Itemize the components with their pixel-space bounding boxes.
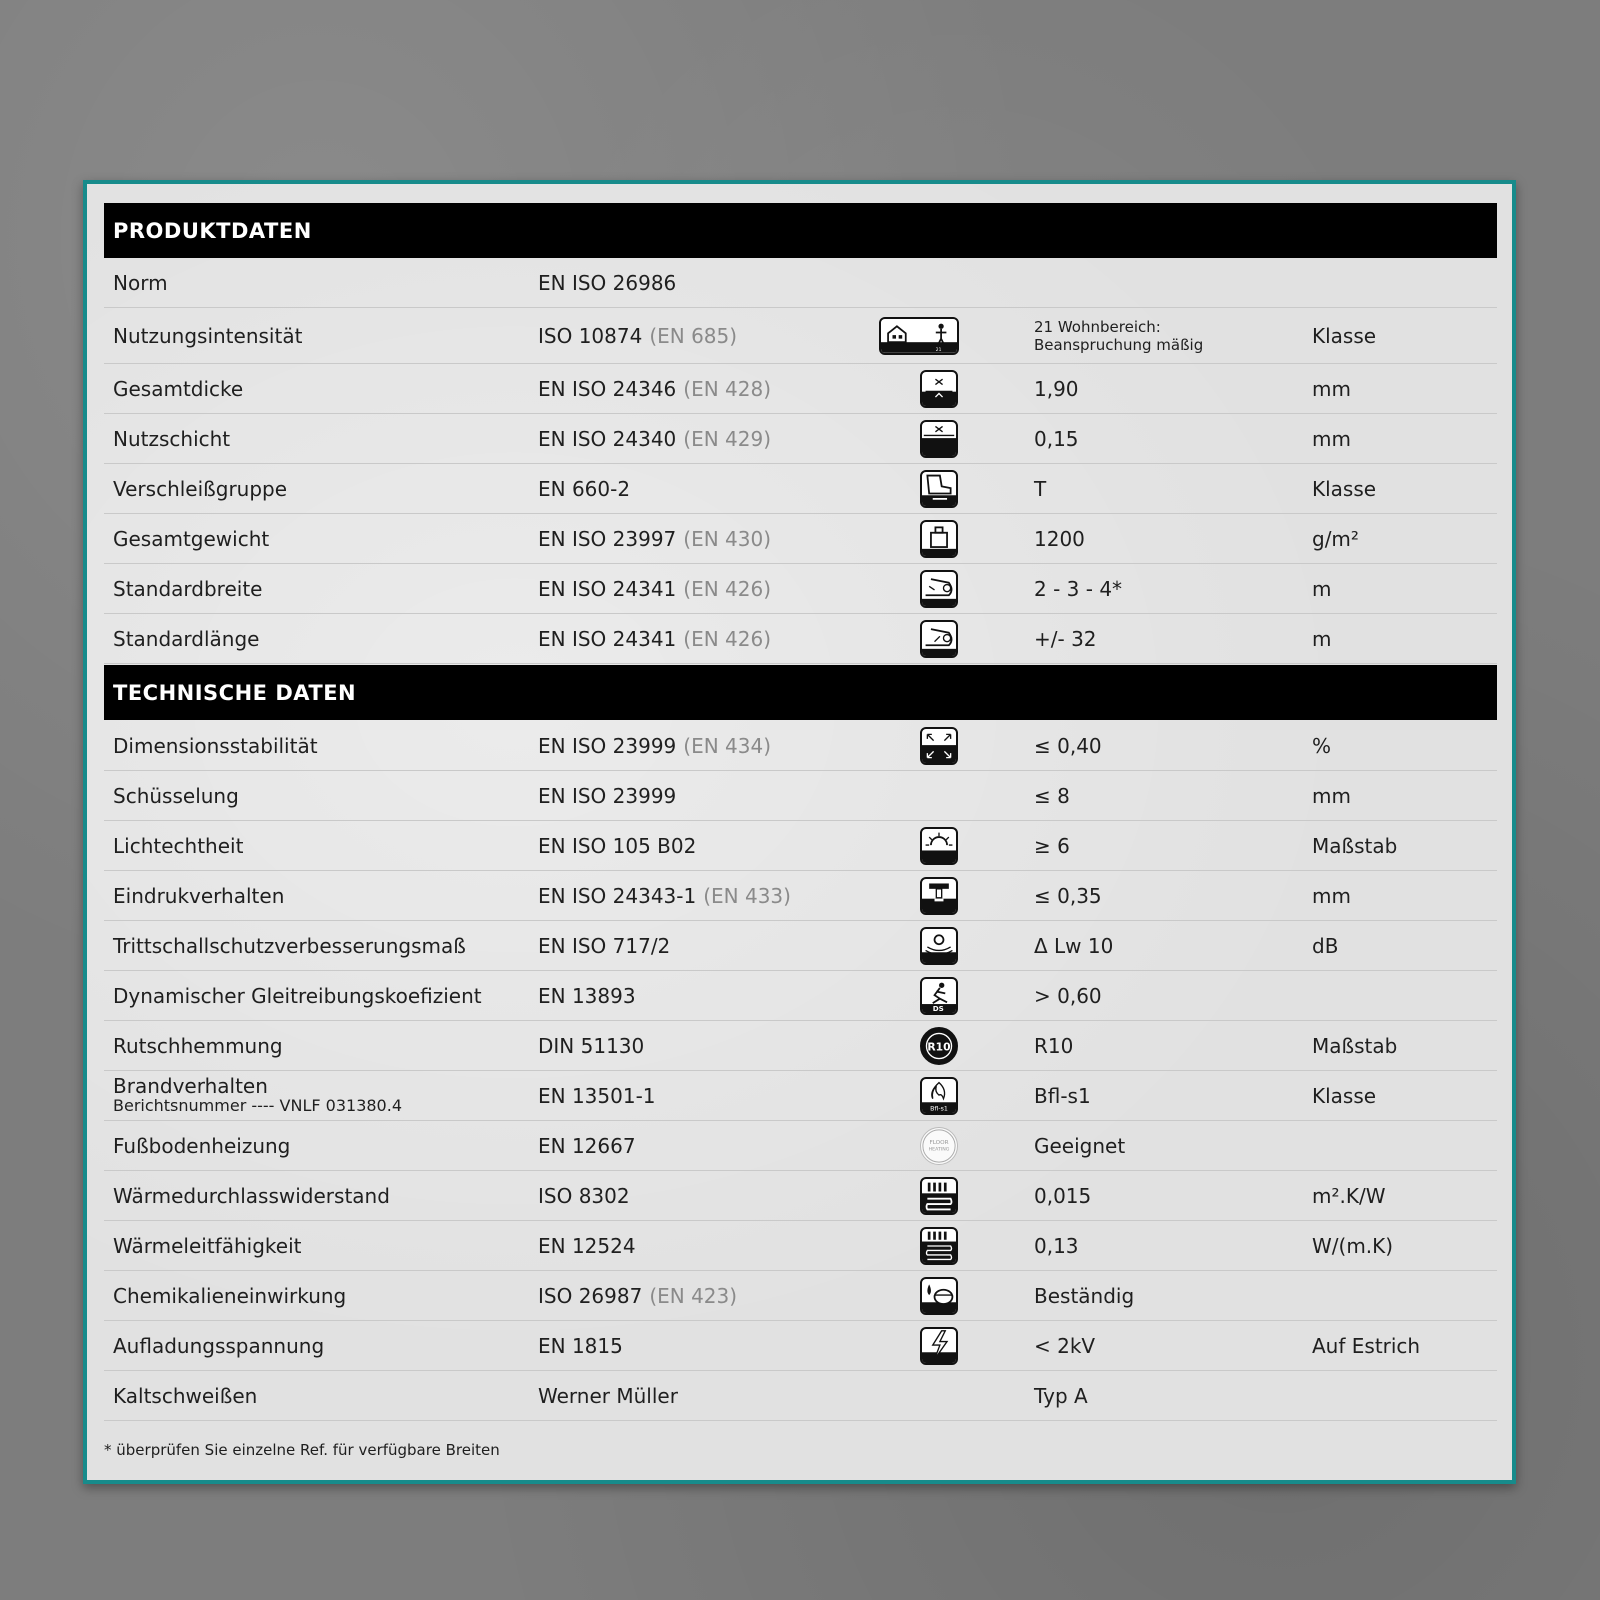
indentation-icon <box>899 871 979 920</box>
row-label: Nutzschicht <box>113 426 231 451</box>
fire-icon <box>899 1071 979 1120</box>
row-unit: g/m² <box>1312 526 1359 551</box>
table-row <box>104 921 1497 971</box>
row-unit: m².K/W <box>1312 1183 1386 1208</box>
row-unit: Auf Estrich <box>1312 1333 1421 1358</box>
row-unit: % <box>1312 733 1332 758</box>
row-label: Lichtechtheit <box>113 833 244 858</box>
row-norm: DIN 51130 <box>538 1033 645 1058</box>
row-unit: mm <box>1312 376 1351 401</box>
row-unit: mm <box>1312 426 1351 451</box>
table-row <box>104 1071 1497 1121</box>
row-norm: EN 660-2 <box>538 476 631 501</box>
row-label: Fußbodenheizung <box>113 1133 291 1158</box>
footnote: * überprüfen Sie einzelne Ref. für verfügbare Breiten <box>104 1441 500 1459</box>
row-norm: EN 13501-1 <box>538 1083 656 1108</box>
row-norm: EN ISO 105 B02 <box>538 833 697 858</box>
row-unit: W/(m.K) <box>1312 1233 1394 1258</box>
row-label: Standardbreite <box>113 576 263 601</box>
table-row <box>104 364 1497 414</box>
table-row <box>104 771 1497 821</box>
table-row <box>104 464 1497 514</box>
row-value: > 0,60 <box>1034 983 1102 1008</box>
table-row <box>104 1121 1497 1171</box>
row-label: Eindrukverhalten <box>113 883 285 908</box>
report-number: Berichtsnummer ---- VNLF 031380.4 <box>113 1096 402 1116</box>
row-value: +/- 32 <box>1034 626 1097 651</box>
row-norm: Werner Müller <box>538 1383 678 1408</box>
svg-text:Bfl-s1: Bfl-s1 <box>930 1104 948 1112</box>
row-norm: EN ISO 24341 (EN 426) <box>538 576 772 601</box>
usage-class-icon <box>879 309 959 363</box>
row-label: Rutschhemmung <box>113 1033 283 1058</box>
electrostatic-icon <box>899 1321 979 1370</box>
svg-text:21: 21 <box>935 348 942 354</box>
row-norm: EN 12524 <box>538 1233 636 1258</box>
thermal-resistance-icon <box>899 1171 979 1220</box>
table-row <box>104 721 1497 771</box>
wear-group-icon <box>899 464 979 513</box>
row-norm: EN ISO 24341 (EN 426) <box>538 626 772 651</box>
row-value: Beständig <box>1034 1283 1135 1308</box>
impact-sound-icon <box>899 921 979 970</box>
row-norm: EN ISO 23999 (EN 434) <box>538 733 772 758</box>
row-value: Δ Lw 10 <box>1034 933 1114 958</box>
row-value: ≥ 6 <box>1034 833 1070 858</box>
row-label: Kaltschweißen <box>113 1383 258 1408</box>
row-norm: EN ISO 717/2 <box>538 933 671 958</box>
row-label: Gesamtdicke <box>113 376 244 401</box>
row-norm: EN ISO 26986 <box>538 270 677 295</box>
section-header-produktdaten: PRODUKTDATEN <box>104 203 1497 258</box>
row-label: Gesamtgewicht <box>113 526 270 551</box>
row-norm: ISO 8302 <box>538 1183 630 1208</box>
row-unit: Klasse <box>1312 1083 1377 1108</box>
row-value: T <box>1034 476 1047 501</box>
row-label: Trittschallschutzverbesserungsmaß <box>113 933 466 958</box>
row-value: 0,15 <box>1034 426 1079 451</box>
table-row <box>104 1021 1497 1071</box>
row-value: Geeignet <box>1034 1133 1126 1158</box>
row-unit: Maßstab <box>1312 1033 1398 1058</box>
row-value: Typ A <box>1034 1383 1088 1408</box>
svg-text:R10: R10 <box>927 1039 951 1053</box>
row-unit: dB <box>1312 933 1339 958</box>
svg-text:HEATING: HEATING <box>928 1147 950 1153</box>
table-row <box>104 1171 1497 1221</box>
slip-ds-icon <box>899 971 979 1020</box>
row-norm: EN 13893 <box>538 983 636 1008</box>
row-label: Standardlänge <box>113 626 260 651</box>
row-norm: EN ISO 24346 (EN 428) <box>538 376 772 401</box>
table-row <box>104 1371 1497 1421</box>
row-label: Chemikalieneinwirkung <box>113 1283 347 1308</box>
row-label: Brandverhalten Berichtsnummer ---- VNLF 031380.4 <box>113 1074 402 1116</box>
row-value: 1,90 <box>1034 376 1079 401</box>
row-label: Schüsselung <box>113 783 239 808</box>
row-unit: Klasse <box>1312 476 1377 501</box>
svg-text:DS: DS <box>932 1003 944 1013</box>
row-norm: EN 12667 <box>538 1133 636 1158</box>
row-norm: EN ISO 23999 <box>538 783 677 808</box>
row-value: 0,13 <box>1034 1233 1079 1258</box>
row-label: Norm <box>113 270 168 295</box>
row-norm: EN ISO 24340 (EN 429) <box>538 426 772 451</box>
row-value: R10 <box>1034 1033 1074 1058</box>
row-unit: mm <box>1312 883 1351 908</box>
row-label: Wärmedurchlasswiderstand <box>113 1183 390 1208</box>
table-row <box>104 414 1497 464</box>
row-norm: EN 1815 <box>538 1333 623 1358</box>
table-row <box>104 614 1497 664</box>
floor-heating-icon <box>899 1121 979 1170</box>
row-label: Nutzungsintensität <box>113 324 303 348</box>
row-unit: Klasse <box>1312 324 1377 348</box>
table-row <box>104 309 1497 364</box>
weight-icon <box>899 514 979 563</box>
row-unit: Maßstab <box>1312 833 1398 858</box>
row-label: Aufladungsspannung <box>113 1333 325 1358</box>
row-label: Dynamischer Gleitreibungskoefizient <box>113 983 482 1008</box>
row-norm: ISO 10874 (EN 685) <box>538 324 738 348</box>
table-row <box>104 1321 1497 1371</box>
dimensional-stability-icon <box>899 721 979 770</box>
row-norm: EN ISO 24343-1 (EN 433) <box>538 883 791 908</box>
row-label: Dimensionsstabilität <box>113 733 318 758</box>
thermal-conductivity-icon <box>899 1221 979 1270</box>
table-row <box>104 1271 1497 1321</box>
row-label: Verschleißgruppe <box>113 476 288 501</box>
row-unit: m <box>1312 626 1332 651</box>
row-value: ≤ 8 <box>1034 783 1070 808</box>
row-label: Wärmeleitfähigkeit <box>113 1233 302 1258</box>
table-row <box>104 871 1497 921</box>
table-row <box>104 971 1497 1021</box>
svg-text:FLOOR: FLOOR <box>929 1139 949 1146</box>
row-norm: EN ISO 23997 (EN 430) <box>538 526 772 551</box>
table-row <box>104 258 1497 308</box>
row-value: 0,015 <box>1034 1183 1092 1208</box>
section-header-technische-daten: TECHNISCHE DATEN <box>104 665 1497 720</box>
row-unit: mm <box>1312 783 1351 808</box>
table-row <box>104 564 1497 614</box>
row-value: < 2kV <box>1034 1333 1096 1358</box>
sun-lightfastness-icon <box>899 821 979 870</box>
row-value: ≤ 0,35 <box>1034 883 1102 908</box>
r10-slip-icon <box>899 1021 979 1070</box>
row-value: 1200 <box>1034 526 1085 551</box>
row-value: 2 - 3 - 4* <box>1034 576 1123 601</box>
row-value: Bfl-s1 <box>1034 1083 1091 1108</box>
row-value: 21 Wohnbereich: Beanspruchung mäßig <box>1034 318 1204 354</box>
row-norm: ISO 26987 (EN 423) <box>538 1283 738 1308</box>
row-value: ≤ 0,40 <box>1034 733 1102 758</box>
row-unit: m <box>1312 576 1332 601</box>
chemical-drop-icon <box>899 1271 979 1320</box>
table-row <box>104 1221 1497 1271</box>
table-row <box>104 821 1497 871</box>
total-thickness-icon <box>899 364 979 413</box>
table-row <box>104 514 1497 564</box>
wear-layer-icon <box>899 414 979 463</box>
roll-width-icon <box>899 564 979 613</box>
roll-length-icon <box>899 614 979 663</box>
